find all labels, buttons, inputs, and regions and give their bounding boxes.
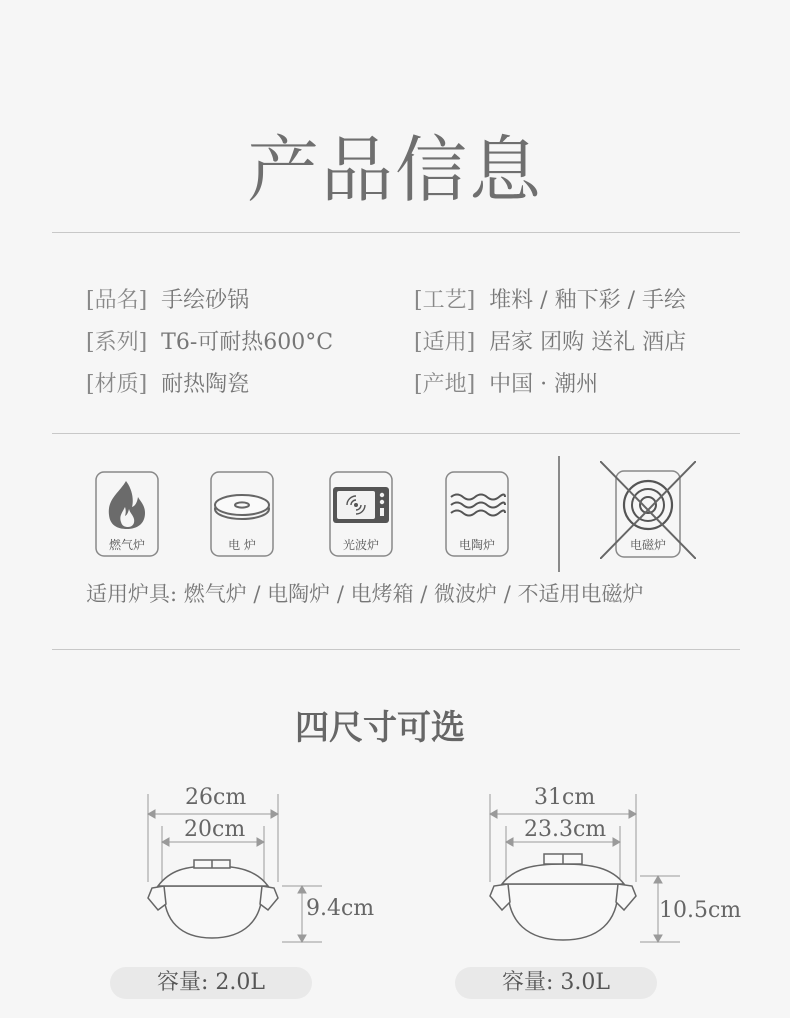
spec-value: 手绘砂锅 bbox=[161, 288, 250, 313]
outer-diameter-label: 26cm bbox=[185, 785, 247, 810]
sizes-title: 四尺寸可选 bbox=[295, 708, 465, 748]
divider bbox=[52, 433, 740, 434]
inner-diameter-label: 23.3cm bbox=[524, 817, 607, 842]
spec-material bbox=[86, 367, 249, 398]
capacity-badge: 容量: 2.0L bbox=[110, 967, 312, 999]
capacity-badge: 容量: 3.0L bbox=[455, 967, 657, 999]
stove-induction bbox=[600, 461, 696, 559]
spec-value: 耐热陶瓷 bbox=[161, 372, 250, 397]
height-label: 10.5cm bbox=[659, 898, 742, 923]
stove-electric bbox=[210, 471, 274, 557]
vertical-divider bbox=[558, 456, 560, 572]
spec-key: [品名] bbox=[86, 288, 148, 313]
spec-key: [材质] bbox=[86, 372, 148, 397]
stove-label: 光波炉 bbox=[342, 538, 379, 552]
spec-key: [产地] bbox=[414, 372, 476, 397]
pot-diagram-small bbox=[142, 792, 332, 944]
divider bbox=[52, 232, 740, 233]
stove-label: 电磁炉 bbox=[629, 538, 666, 552]
stove-label: 电陶炉 bbox=[458, 538, 495, 552]
spec-value: 堆料 / 釉下彩 / 手绘 bbox=[489, 288, 686, 313]
stove-label: 燃气炉 bbox=[108, 538, 145, 552]
spec-value: 中国 · 潮州 bbox=[489, 372, 599, 397]
spec-usage bbox=[414, 325, 686, 356]
spec-key: [适用] bbox=[414, 330, 476, 355]
spec-craft bbox=[414, 283, 686, 314]
spec-origin bbox=[414, 367, 598, 398]
inner-diameter-label: 20cm bbox=[184, 817, 246, 842]
spec-name bbox=[86, 283, 249, 314]
spec-value: 居家 团购 送礼 酒店 bbox=[489, 330, 687, 355]
outer-diameter-label: 31cm bbox=[534, 785, 596, 810]
stove-ceramic bbox=[445, 471, 509, 557]
spec-key: [系列] bbox=[86, 330, 148, 355]
spec-value: T6-可耐热600°C bbox=[161, 330, 334, 355]
stove-gas bbox=[95, 471, 159, 557]
stove-label: 电 炉 bbox=[228, 538, 256, 552]
spec-series bbox=[86, 325, 333, 356]
height-label: 9.4cm bbox=[306, 896, 375, 921]
spec-key: [工艺] bbox=[414, 288, 476, 313]
page-title: 产品信息 bbox=[246, 128, 543, 212]
stove-light-wave bbox=[329, 471, 393, 557]
divider bbox=[52, 649, 740, 650]
applicable-stoves-text: 适用炉具: 燃气炉 / 电陶炉 / 电烤箱 / 微波炉 / 不适用电磁炉 bbox=[86, 582, 644, 606]
